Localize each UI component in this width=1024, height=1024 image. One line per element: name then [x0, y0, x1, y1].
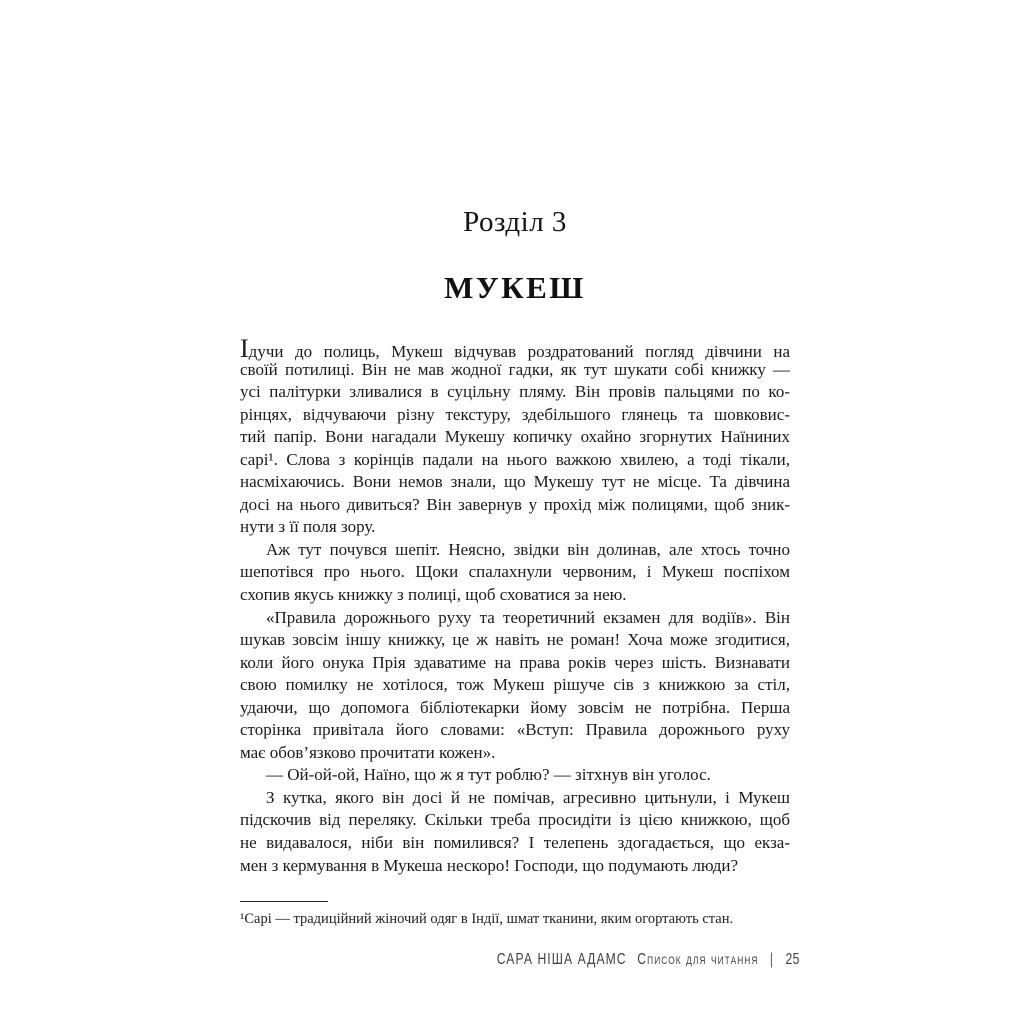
- paragraph: [240, 539, 790, 607]
- text-line: схопив якусь книжку з полиці, щоб сховатися за нею.: [240, 585, 627, 605]
- text-line: сторінка привітала його словами: «Вступ: Правила дорожнього руху: [240, 720, 790, 740]
- text-line: З кутка, якого він досі й не помічав, агресивно цитьнули, і Мукеш: [266, 787, 790, 807]
- text-line: підскочив від переляку. Скільки треба просидіти із цією книжкою, щоб: [240, 810, 790, 830]
- paragraph: [240, 336, 790, 539]
- text-line: має обов’язково прочитати кожен».: [240, 742, 496, 762]
- text-line: «Правила дорожнього руху та теоретичний екзамен для водіїв». Він: [266, 607, 790, 627]
- text-line: Ідучи до полиць, Мукеш відчував роздратований погляд дівчини на: [240, 334, 790, 363]
- footer-separator: |: [770, 951, 775, 968]
- chapter-title-heading: МУКЕШ: [444, 270, 586, 305]
- paragraph: [240, 787, 790, 877]
- text-line: тий папір. Вони нагадали Мукешу копичку охайно згорнутих Наїниних: [240, 427, 790, 447]
- running-footer: [497, 951, 800, 969]
- text-line: коли його онука Прія здаватиме на права років через шість. Визнавати: [240, 652, 790, 672]
- footer-author: САРА НІША АДАМС: [496, 951, 627, 968]
- text-line: сарі¹. Слова з корінців падали на нього важкою хвилею, а тоді тікали,: [240, 449, 790, 469]
- text-line: шукав зовсім іншу книжку, це ж навіть не роман! Хоча може згодитися,: [240, 630, 790, 650]
- footnote-divider: [240, 901, 328, 902]
- footer-book-title: Список для читання: [637, 951, 759, 968]
- footer-page-number: 25: [785, 951, 800, 968]
- paragraph: [240, 607, 790, 765]
- text-line: Аж тут почувся шепіт. Неясно, звідки він долинав, але хтось точно: [266, 539, 790, 559]
- text-line: мен з кермування в Мукеша нескоро! Господи, що подумають люди?: [240, 855, 739, 875]
- text-line: нути з її поля зору.: [240, 517, 376, 537]
- text-line: досі на нього дивиться? Він завернув у прохід між полицями, щоб зник-: [240, 494, 790, 514]
- text-line: своїй потилиці. Він не мав жодної гадки, як тут шукати собі книжку —: [240, 359, 790, 379]
- text-line: не видавалося, ніби він помилився? І телепень здогадається, що екза-: [240, 833, 790, 853]
- text-line: — Ой-ой-ой, Наїно, що ж я тут роблю? — зітхнув він уголос.: [266, 765, 711, 785]
- text-line: усі палітурки зливалися в суцільну пляму. Він провів пальцями по ко-: [240, 382, 790, 402]
- footnote-text: ¹Сарі — традиційний жіночий одяг в Індії, шмат тканини, яким огортають стан.: [240, 911, 734, 927]
- paragraph: [240, 764, 790, 787]
- text-line: удаючи, що допомога бібліотекарки йому зовсім не потрібна. Перша: [240, 697, 790, 717]
- body-text: [240, 336, 790, 877]
- text-line: насміхаючись. Вони немов знали, що Мукешу тут не місце. Та дівчина: [240, 472, 790, 492]
- chapter-number-heading: Розділ 3: [463, 206, 567, 238]
- text-line: рінцях, відчуваючи різну текстуру, здебільшого глянець та шовковис-: [240, 404, 790, 424]
- text-line: шепотівся про нього. Щоки спалахнули червоним, і Мукеш поспіхом: [240, 562, 790, 582]
- text-line: свою помилку не хотілося, тож Мукеш рішуче сів з книжкою за стіл,: [240, 675, 790, 695]
